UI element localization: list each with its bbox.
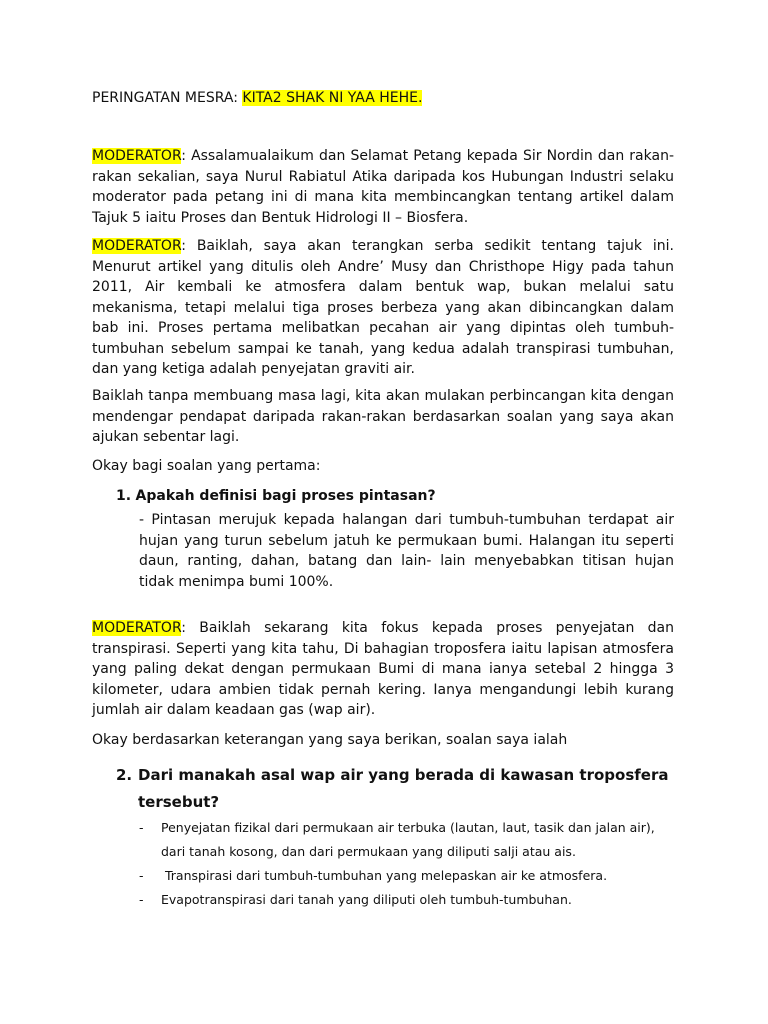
bullet-dash: - (139, 892, 144, 907)
bullet-dash: - (139, 868, 144, 883)
speaker-label: MODERATOR (92, 148, 182, 164)
question-2-text-line2: tersebut? (138, 793, 220, 811)
answer-bullet-3-line1: Evapotranspirasi dari tanah yang diliputi oleh tumbuh-tumbuhan. (161, 892, 572, 907)
speaker-label: MODERATOR (92, 238, 182, 254)
answer-bullet-3 (139, 888, 679, 912)
answer-bullet-2 (139, 864, 679, 888)
heading-separator: : (233, 90, 243, 106)
heading-note: KITA2 SHAK NI YAA HEHE. (242, 90, 423, 106)
heading-line (92, 88, 674, 108)
answer-bullet-1-line1: Penyejatan fizikal dari permukaan air terbuka (lautan, laut, tasik dan jalan air), (161, 820, 655, 835)
bullet-dash: - (139, 820, 144, 835)
question-2 (116, 762, 676, 816)
speaker-label: MODERATOR (92, 620, 182, 636)
paragraph-overview (92, 236, 674, 380)
paragraph-intro-text: : Assalamualaikum dan Selamat Petang kepada Sir Nordin dan rakan-rakan sekalian, saya Nurul Rabiatul Atika daripada kos Hubungan Industri selaku moderator pada petang ini di mana kita membincangkan tentang artikel dalam Tajuk 5 iaitu Proses dan Bentuk Hidrologi II – Biosfera. (92, 148, 674, 226)
answer-bullet-1 (139, 816, 679, 864)
heading-label: PERINGATAN MESRA (92, 90, 234, 106)
paragraph-first-question-intro: Okay bagi soalan yang pertama: (92, 458, 321, 474)
paragraph-evaporation (92, 618, 674, 721)
paragraph-overview-text: : Baiklah, saya akan terangkan serba sedikit tentang tajuk ini. Menurut artikel yang ditulis oleh Andre’ Musy dan Christhope Higy pada tahun 2011, Air kembali ke atmosfera dalam bentuk wap, bukan melalui satu mekanisma, tetapi melalui tiga proses berbeza yang akan dibincangkan dalam bab ini. Proses pertama melibatkan pecahan air yang dipintas oleh tumbuh-tumbuhan sebelum sampai ke tanah, yang kedua adalah transpirasi tumbuhan, dan yang ketiga adalah penyejatan graviti air. (92, 238, 674, 377)
question-1 (116, 486, 674, 506)
question-2-number: 2. (116, 766, 133, 784)
question-2-text-line1: Dari manakah asal wap air yang berada di kawasan troposfera (138, 766, 669, 784)
question-1-text: Apakah definisi bagi proses pintasan? (135, 488, 436, 504)
answer-bullet-2-line1: Transpirasi dari tumbuh-tumbuhan yang melepaskan air ke atmosfera. (161, 868, 608, 883)
question-1-number: 1. (116, 488, 132, 504)
paragraph-intro (92, 146, 674, 228)
question-1-answer: - Pintasan merujuk kepada halangan dari tumbuh-tumbuhan terdapat air hujan yang turun sebelum jatuh ke permukaan bumi. Halangan itu seperti daun, ranting, dahan, batang dan lain- lain menyebabkan titisan hujan tidak menimpa bumi 100%. (139, 512, 674, 590)
paragraph-second-question-intro: Okay berdasarkan keterangan yang saya berikan, soalan saya ialah (92, 732, 568, 748)
paragraph-evaporation-text: : Baiklah sekarang kita fokus kepada proses penyejatan dan transpirasi. Seperti yang kita tahu, Di bahagian troposfera iaitu lapisan atmosfera yang paling dekat dengan permukaan Bumi di mana ianya setebal 2 hingga 3 kilometer, udara ambien tidak pernah kering. Ianya mengandungi lebih kurang jumlah air dalam keadaan gas (wap air). (92, 620, 674, 718)
answer-bullet-1-line2: dari tanah kosong, dan dari permukaan yang diliputi salji atau ais. (161, 844, 576, 859)
paragraph-transition: Baiklah tanpa membuang masa lagi, kita akan mulakan perbincangan kita dengan mendengar pendapat daripada rakan-rakan berdasarkan soalan yang saya akan ajukan sebentar lagi. (92, 388, 674, 445)
